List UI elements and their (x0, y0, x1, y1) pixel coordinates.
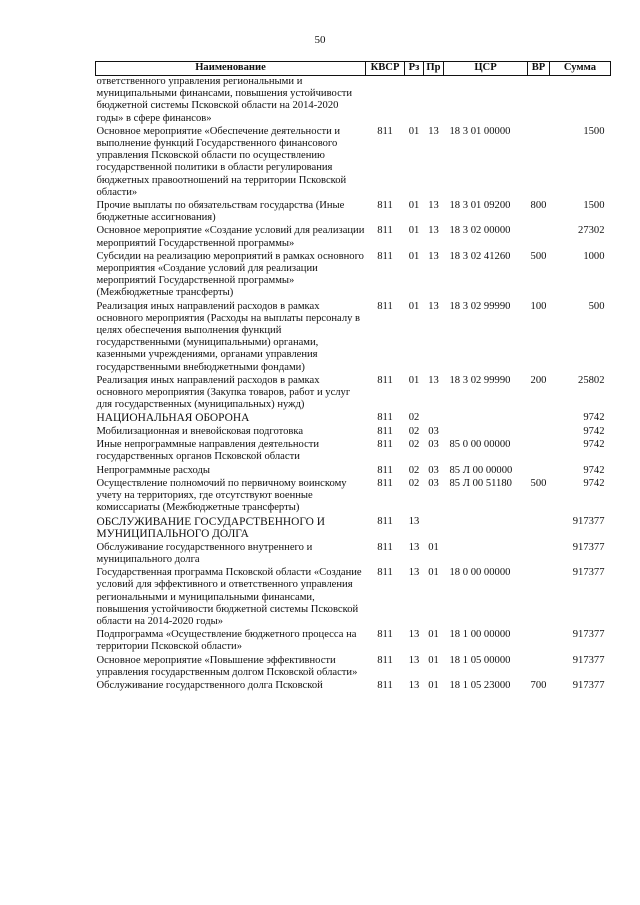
table-row (96, 301, 611, 375)
table-row (96, 225, 611, 250)
table-row (96, 375, 611, 413)
cell-pr: 01 (428, 654, 439, 666)
cell-name: Основное мероприятие «Повышение эффективности управления государственным долгом Псковской области» (96, 654, 358, 678)
cell-sum: 917377 (572, 567, 605, 579)
cell-pr: 13 (428, 225, 439, 237)
cell-csr (444, 426, 528, 439)
cell-rz: 13 (408, 567, 420, 579)
cell-vr: 800 (530, 200, 547, 212)
cell-kvsr: 811 (377, 654, 393, 666)
cell-rz: 02 (408, 426, 420, 438)
cell-csr: 18 1 00 00000 (449, 629, 511, 641)
cell-csr: 85 Л 00 00000 (449, 464, 513, 476)
cell-sum: 9742 (583, 412, 605, 424)
cell-vr (528, 225, 550, 250)
cell-name: Мобилизационная и вневойсковая подготовка (96, 426, 304, 438)
section-row (96, 516, 611, 542)
cell-pr: 03 (428, 464, 439, 476)
cell-pr: 03 (428, 426, 439, 438)
header-kvsr: КВСР (366, 62, 405, 76)
cell-rz: 02 (408, 464, 420, 476)
cell-csr: 18 3 02 41260 (449, 250, 511, 262)
cell-pr (424, 412, 444, 426)
cell-vr: 500 (530, 250, 547, 262)
cell-sum: 917377 (572, 654, 605, 666)
cell-pr (424, 76, 444, 126)
cell-sum: 917377 (572, 541, 605, 553)
cell-rz: 01 (408, 300, 420, 312)
table-row (96, 655, 611, 680)
cell-sum: 917377 (572, 515, 605, 527)
cell-csr: 18 0 00 00000 (449, 567, 511, 579)
cell-rz: 02 (408, 439, 420, 451)
cell-rz: 01 (408, 374, 420, 386)
table-header-row (96, 62, 611, 76)
header-rz: Рз (405, 62, 424, 76)
cell-rz: 01 (408, 225, 420, 237)
cell-vr (528, 629, 550, 654)
cell-name: Реализация иных направлений расходов в рамках основного мероприятия (Расходы на выплаты персоналу в целях обеспечения выполнения функций государственными (муниципальными) органами, казенными учреждениями, органами управления государственными внебюджетными фондами) (96, 300, 361, 373)
cell-pr: 01 (428, 541, 439, 553)
cell-sum: 1000 (583, 250, 605, 262)
cell-sum: 9742 (583, 464, 605, 476)
cell-pr: 13 (428, 300, 439, 312)
cell-kvsr: 811 (377, 541, 393, 553)
cell-name: Осуществление полномочий по первичному воинскому учету на территориях, где отсутствуют военные комиссариаты (Межбюджетные трансферты) (96, 477, 347, 514)
cell-kvsr: 811 (377, 300, 393, 312)
cell-vr (528, 426, 550, 439)
header-name: Наименование (96, 62, 366, 76)
cell-kvsr: 811 (377, 125, 393, 137)
table-row (96, 251, 611, 301)
cell-csr (444, 412, 528, 426)
cell-name: ответственного управления региональными и муниципальными финансами, повышения устойчивости бюджетной системы Псковской области на 2014-2020 годы» в сфере финансов» (96, 76, 353, 124)
table-row (96, 439, 611, 464)
cell-sum: 9742 (583, 426, 605, 438)
cell-kvsr: 811 (377, 515, 393, 527)
cell-name: Государственная программа Псковской области «Создание условий для эффективного и ответственного управления региональными и муниципальными финансами, повышения устойчивости бюджетной системы Псковской области на 2014-2020 годы» (96, 567, 362, 627)
cell-sum: 917377 (572, 679, 605, 691)
cell-kvsr: 811 (377, 439, 393, 451)
cell-rz (405, 76, 424, 126)
cell-pr: 01 (428, 567, 439, 579)
cell-pr: 13 (428, 125, 439, 137)
cell-name: ОБСЛУЖИВАНИЕ ГОСУДАРСТВЕННОГО И МУНИЦИПАЛЬНОГО ДОЛГА (96, 515, 325, 541)
cell-sum: 25802 (578, 374, 605, 386)
cell-pr: 01 (428, 629, 439, 641)
cell-kvsr: 811 (377, 374, 393, 386)
cell-csr: 18 1 05 00000 (449, 654, 511, 666)
cell-sum: 917377 (572, 629, 605, 641)
cell-rz: 02 (408, 477, 420, 489)
cell-sum: 27302 (578, 225, 605, 237)
cell-csr: 18 3 02 99990 (449, 374, 511, 386)
cell-rz: 13 (408, 541, 420, 553)
cell-vr (528, 439, 550, 464)
cell-name: Основное мероприятие «Обеспечение деятельности и выполнение функций Государственного финансового управления Псковской области по осуществлению государственной политики в области регулирования бюджетных правоотношений на территории Псковской области» (96, 125, 347, 198)
cell-name: Реализация иных направлений расходов в рамках основного мероприятия (Закупка товаров, работ и услуг для государственных (муниципальных) нужд) (96, 374, 351, 411)
cell-name: Обслуживание государственного долга Псковской (96, 679, 323, 691)
cell-pr: 13 (428, 250, 439, 262)
cell-vr: 100 (530, 300, 547, 312)
header-vr: ВР (528, 62, 550, 76)
table-row (96, 629, 611, 654)
cell-csr (444, 542, 528, 567)
section-row (96, 412, 611, 426)
cell-kvsr: 811 (377, 679, 393, 691)
cell-name: Подпрограмма «Осуществление бюджетного процесса на территории Псковской области» (96, 629, 357, 653)
cell-vr (528, 542, 550, 567)
cell-kvsr: 811 (377, 225, 393, 237)
cell-kvsr: 811 (377, 629, 393, 641)
cell-kvsr: 811 (377, 412, 393, 424)
cell-pr: 13 (428, 200, 439, 212)
cell-csr: 85 Л 00 51180 (449, 477, 512, 489)
cell-csr: 18 3 01 00000 (449, 125, 511, 137)
cell-sum: 500 (588, 300, 605, 312)
cell-rz: 13 (408, 515, 420, 527)
cell-csr (444, 516, 528, 542)
cell-kvsr: 811 (377, 464, 393, 476)
budget-table (95, 61, 611, 693)
cell-sum: 9742 (583, 477, 605, 489)
table-row (96, 200, 611, 225)
cell-rz: 13 (408, 679, 420, 691)
table-row (96, 567, 611, 629)
cell-name: Субсидии на реализацию мероприятий в рамках основного мероприятия «Создание условий для реализации мероприятий Государственной программы» (Межбюджетные трансферты) (96, 250, 364, 299)
cell-sum (550, 76, 611, 126)
cell-sum: 9742 (583, 439, 605, 451)
cell-kvsr (366, 76, 405, 126)
cell-rz: 02 (408, 412, 420, 424)
cell-vr (528, 516, 550, 542)
cell-name: Прочие выплаты по обязательствам государства (Иные бюджетные ассигнования) (96, 200, 345, 224)
cell-pr (424, 516, 444, 542)
cell-kvsr: 811 (377, 200, 393, 212)
table-row (96, 465, 611, 478)
cell-kvsr: 811 (377, 426, 393, 438)
cell-rz: 13 (408, 654, 420, 666)
cell-vr (528, 412, 550, 426)
cell-csr: 18 3 02 00000 (449, 225, 511, 237)
table-body (96, 76, 611, 694)
cell-pr: 13 (428, 374, 439, 386)
cell-rz: 01 (408, 250, 420, 262)
cell-vr (528, 465, 550, 478)
cell-rz: 13 (408, 629, 420, 641)
table-row (96, 478, 611, 516)
table-row (96, 426, 611, 439)
table-row (96, 126, 611, 200)
cell-csr: 18 1 05 23000 (449, 679, 511, 691)
cell-vr: 200 (530, 374, 547, 386)
cell-vr (528, 76, 550, 126)
cell-name: Основное мероприятие «Создание условий для реализации мероприятий Государственной программы» (96, 225, 365, 249)
header-pr: Пр (424, 62, 444, 76)
cell-rz: 01 (408, 200, 420, 212)
cell-pr: 03 (428, 439, 439, 451)
cell-name: НАЦИОНАЛЬНАЯ ОБОРОНА (96, 412, 250, 425)
page-number: 50 (314, 34, 326, 46)
table-row (96, 680, 611, 693)
cell-vr: 500 (530, 477, 547, 489)
cell-pr: 01 (428, 679, 439, 691)
cell-kvsr: 811 (377, 477, 393, 489)
cell-kvsr: 811 (377, 250, 393, 262)
cell-name: Непрограммные расходы (96, 464, 210, 476)
cell-csr: 18 3 01 09200 (449, 200, 511, 212)
cell-pr: 03 (428, 477, 439, 489)
cell-vr (528, 567, 550, 629)
table-row (96, 76, 611, 126)
header-csr: ЦСР (444, 62, 528, 76)
cell-sum: 1500 (583, 125, 605, 137)
cell-name: Обслуживание государственного внутреннего и муниципального долга (96, 541, 313, 565)
header-sum: Сумма (550, 62, 611, 76)
cell-vr (528, 126, 550, 200)
cell-csr: 85 0 00 00000 (449, 439, 511, 451)
cell-rz: 01 (408, 125, 420, 137)
cell-sum: 1500 (583, 200, 605, 212)
cell-vr: 700 (530, 679, 547, 691)
cell-csr: 18 3 02 99990 (449, 300, 511, 312)
cell-csr (444, 76, 528, 126)
table-row (96, 542, 611, 567)
cell-name: Иные непрограммные направления деятельности государственных органов Псковской области (96, 439, 320, 463)
cell-kvsr: 811 (377, 567, 393, 579)
cell-vr (528, 655, 550, 680)
